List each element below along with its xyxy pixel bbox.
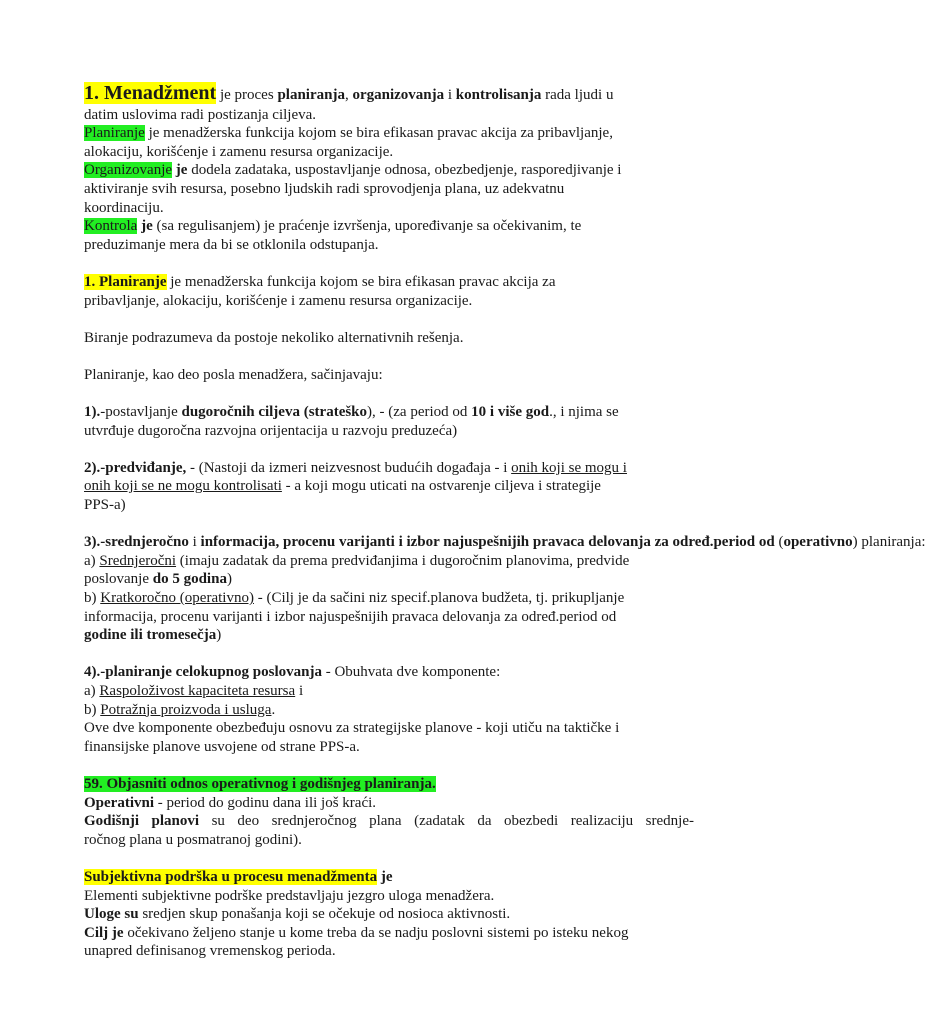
subj-line-5: unapred definisanog vremenskog perioda. <box>84 943 336 960</box>
item4-line-5: Ove dve komponente obezbeđuju osnovu za strategijske planove - koji utiču na taktičke i <box>84 720 620 737</box>
item4-line-a: a) Raspoloživost kapaciteta resursa i <box>84 683 304 699</box>
intro-line-1: 1. Menadžment je proces planiranja, organizovanja i kontrolisanja rada ljudi u <box>84 82 614 104</box>
planiranje-line-3: Biranje podrazumeva da postoje nekoliko alternativnih rešenja. <box>84 329 464 346</box>
heading-q59: 59. Objasniti odnos operativnog i godišnjeg planiranja. <box>84 775 436 792</box>
q59-line-2: Operativni - period do godinu dana ili još kraći. <box>84 794 377 811</box>
item2-line-1: 2).-predviđanje, - (Nastoji da izmeri neizvesnost budućih događaja - i onih koji se mogu i <box>84 459 627 476</box>
term-planiranje: Planiranje <box>84 125 145 142</box>
subj-line-2: Elementi subjektivne podrške predstavljaju jezgro uloga menadžera. <box>84 887 495 904</box>
item3-line-b2: informacija, procenu varijanti i izbor najuspešnijih pravaca delovanja za određ.period od <box>84 608 617 625</box>
intro-line-5: Organizovanje je dodela zadataka, uspostavljanje odnosa, obezbedjenje, rasporedjivanje i <box>84 162 622 179</box>
item3-line-b3: godine ili tromesečja) <box>84 627 222 644</box>
q59-title-line <box>84 775 694 794</box>
subj-title-line: Subjektivna podrška u procesu menadžmenta je <box>84 868 393 885</box>
item2-line-2: onih koji se ne mogu kontrolisati - a koji mogu uticati na ostvarenje ciljeva i strategije <box>84 478 601 495</box>
intro-line-6: aktiviranje svih resursa, posebno ljudskih radi sprovodjenja plana, uz adekvatnu <box>84 180 565 197</box>
heading-menadzment: 1. Menadžment <box>84 82 217 104</box>
term-kontrola: Kontrola <box>84 218 138 235</box>
intro-line-2: datim uslovima radi postizanja ciljeva. <box>84 106 317 123</box>
intro-line-4: alokaciju, korišćenje i zamenu resursa organizacije. <box>84 143 394 160</box>
planiranje-line-2: pribavljanje, alokaciju, korišćenje i zamenu resursa organizacije. <box>84 292 473 309</box>
subj-line-4: Cilj je očekivano željeno stanje u kome treba da se nadju poslovni sistemi po isteku nekog <box>84 924 629 941</box>
subj-line-3: Uloge su sredjen skup ponašanja koji se očekuje od nosioca aktivnosti. <box>84 906 511 923</box>
intro-line-8: Kontrola je (sa regulisanjem) je praćenje izvršenja, upoređivanje sa očekivanim, te <box>84 218 582 235</box>
item3-line-a: a) Srednjeročni (imaju zadatak da prema predviđanjima i dugoročnim planovima, predvide <box>84 552 630 569</box>
intro-line-3: Planiranje je menadžerska funkcija kojom se bira efikasan pravac akcija za pribavljanje, <box>84 125 613 142</box>
item4-line-b: b) Potražnja proizvoda i usluga. <box>84 701 276 718</box>
item4-line-6: finansijske planove usvojene od strane PPS-a. <box>84 738 360 755</box>
planiranje-line-4: Planiranje, kao deo posla menadžera, sačinjavaju: <box>84 366 383 383</box>
term-organizovanje: Organizovanje <box>84 162 173 179</box>
item1-line-1: 1).-postavljanje dugoročnih ciljeva (strateško), - (za period od 10 i više god., i njima se <box>84 404 619 421</box>
intro-line-7: koordinaciju. <box>84 199 164 216</box>
q59-line-4: ročnog plana u posmatranoj godini). <box>84 831 302 848</box>
heading-subjektivna-podrska: Subjektivna podrška u procesu menadžmenta <box>84 868 378 885</box>
item2-line-3: PPS-a) <box>84 497 126 514</box>
document-page <box>84 82 926 961</box>
item3-line-a2: poslovanje do 5 godina) <box>84 571 232 588</box>
intro-line-9: preduzimanje mera da bi se otklonila odstupanja. <box>84 236 379 253</box>
item3-line-1: 3).-srednjeročno i informacija, procenu varijanti i izbor najuspešnijih pravaca delovanja za određ.period od (operativno) planiranja: <box>84 534 926 551</box>
planiranje-line-1: 1. Planiranje je menadžerska funkcija kojom se bira efikasan pravac akcija za <box>84 273 556 290</box>
item3-line-b: b) Kratkoročno (operativno) - (Cilj je da sačini niz specif.planova budžeta, tj. prikupljanje <box>84 590 625 607</box>
q59-line-3: Godišnji planovi su deo srednjeročnog plana (zadatak da obezbedi realizaciju srednje- <box>84 813 694 830</box>
heading-planiranje: 1. Planiranje <box>84 273 167 290</box>
item4-line-1: 4).-planiranje celokupnog poslovanja - Obuhvata dve komponente: <box>84 664 501 681</box>
item1-line-2: utvrđuje dugoročna razvojna orijentacija u razvoju preduzeća) <box>84 422 458 439</box>
